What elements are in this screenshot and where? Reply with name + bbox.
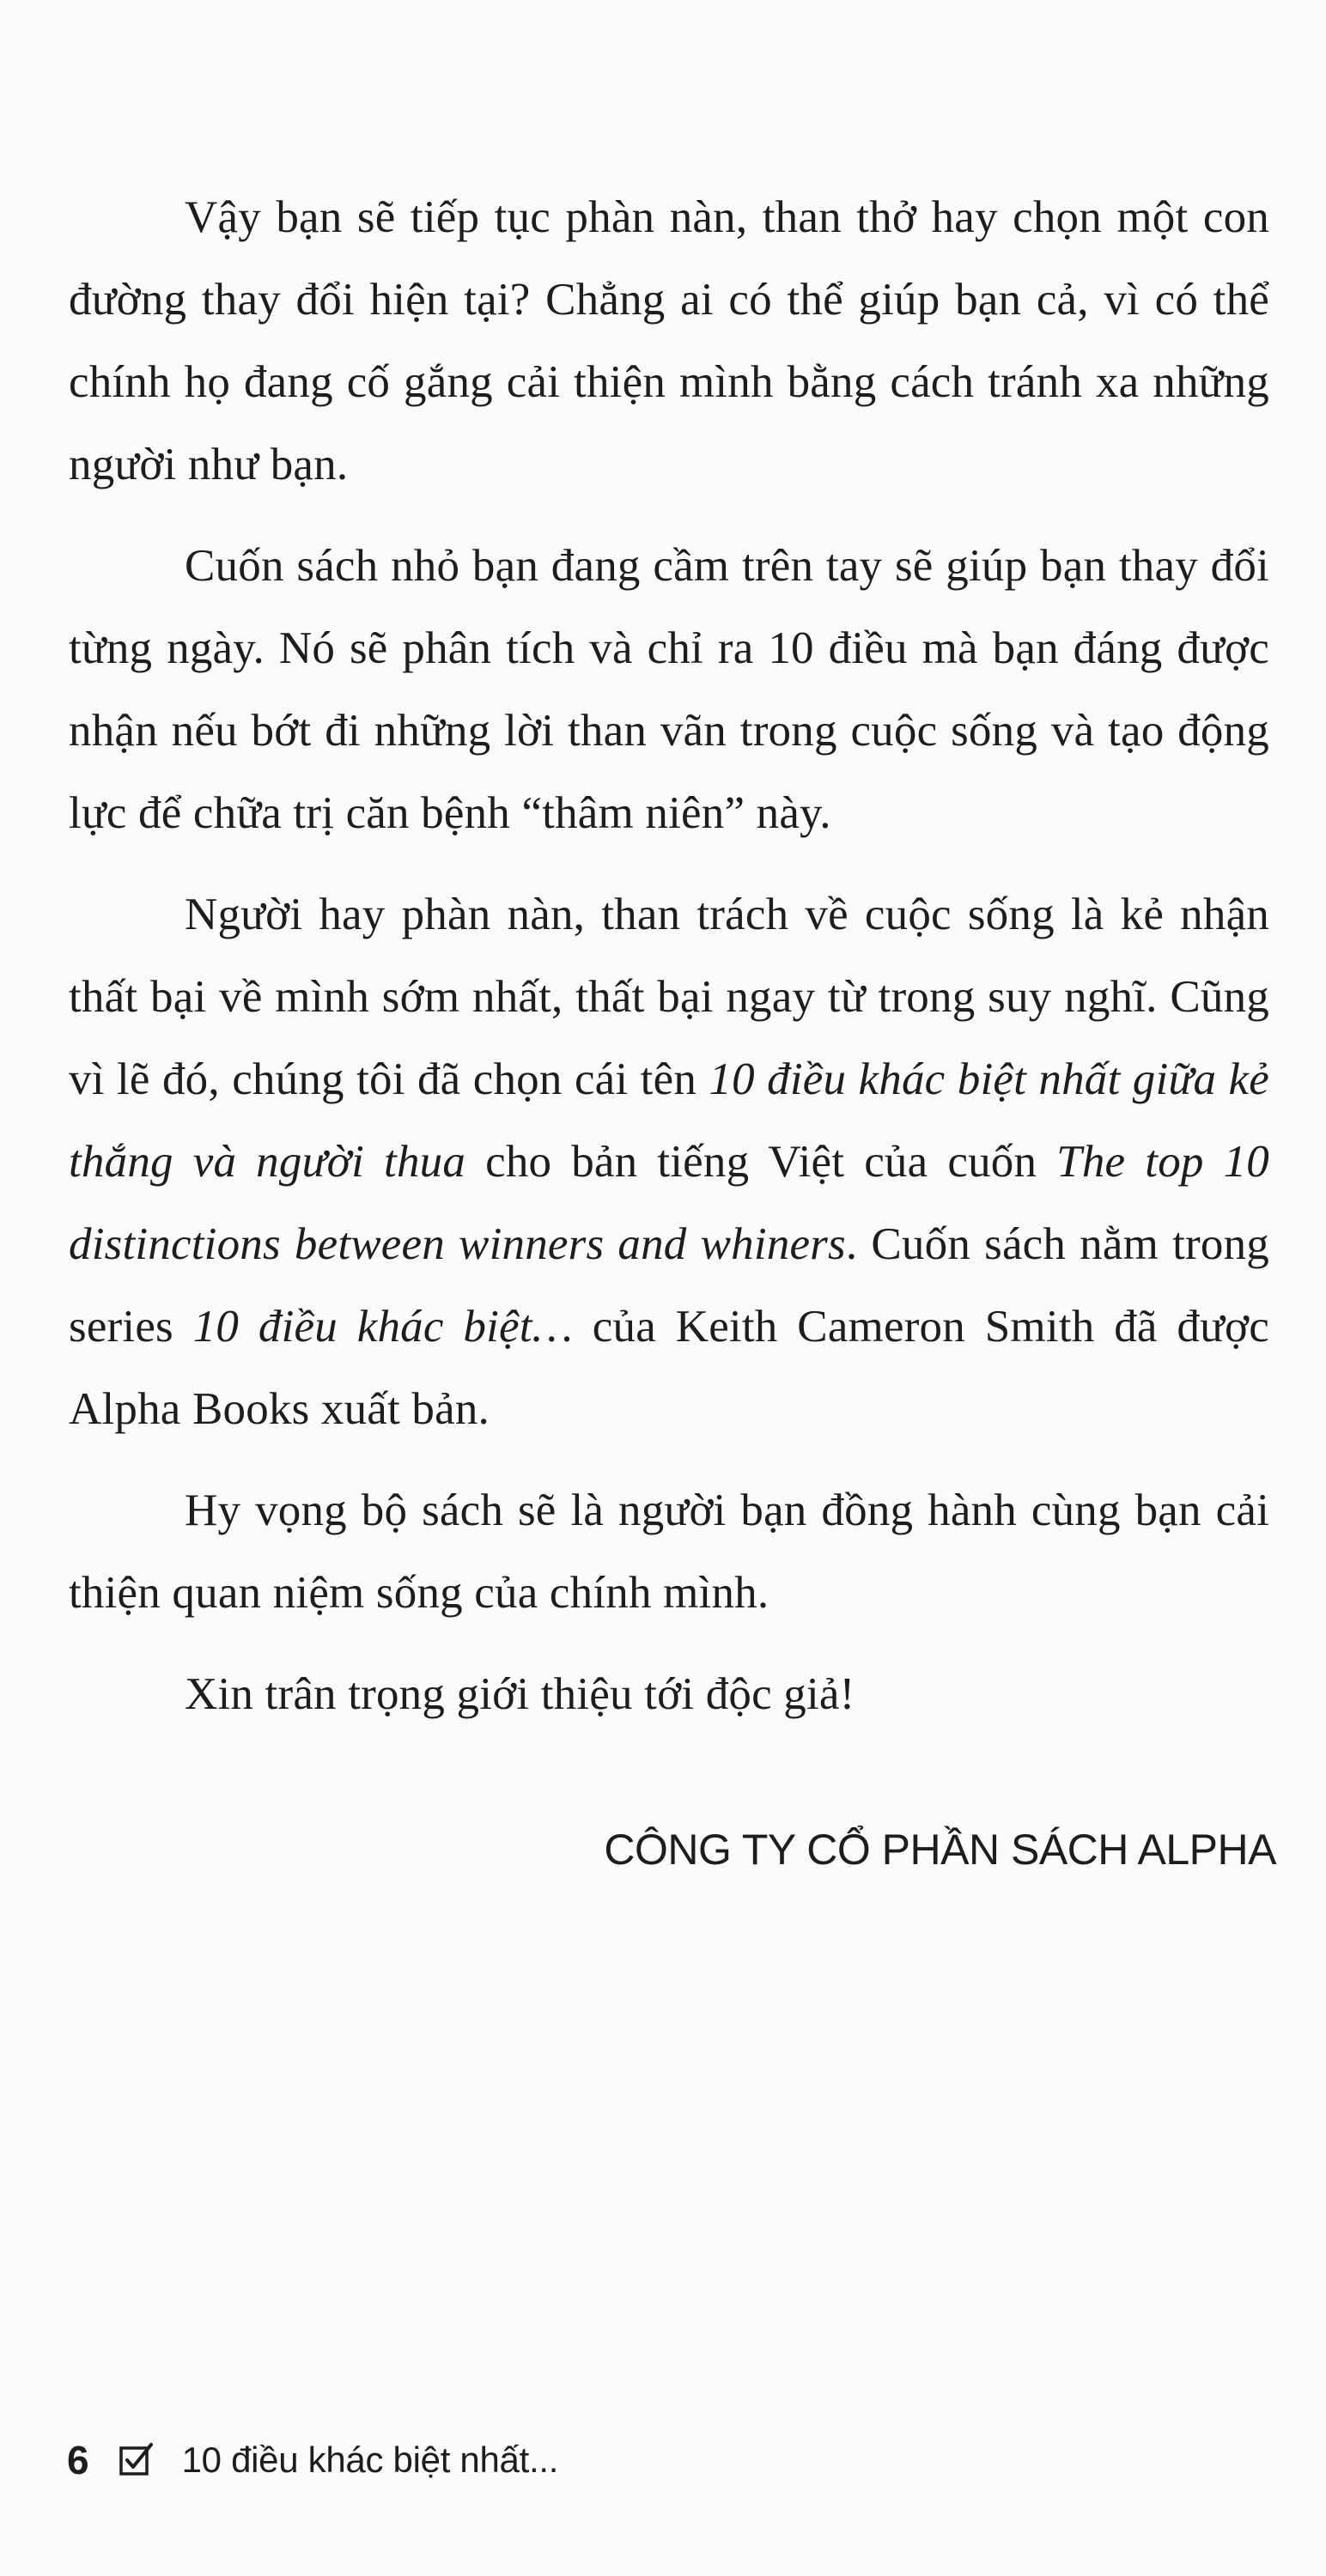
publisher-signature: CÔNG TY CỔ PHẦN SÁCH ALPHA (604, 1826, 1276, 1874)
paragraph-4: Hy vọng bộ sách sẽ là người bạn đồng hành cùng bạn cải thiện quan niệm sống của chính mình. (69, 1485, 1269, 1618)
paragraph-2: Cuốn sách nhỏ bạn đang cầm trên tay sẽ giúp bạn thay đổi từng ngày. Nó sẽ phân tích và chỉ ra 10 điều mà bạn đáng được nhận nếu bớt đi những lời than vãn trong cuộc sống và tạo động lực để chữa trị căn bệnh “thâm niên” này. (69, 541, 1269, 838)
series-title: 10 điều khác biệt… (192, 1302, 573, 1352)
vietnamese-title: 10 điều khác biệt nhất giữa kẻ thắng và người thua (69, 1054, 1269, 1187)
checkbox-checked-icon (119, 2442, 155, 2478)
paragraph-3 (69, 873, 1269, 1450)
paragraph-3-text-4: của Keith Cameron Smith đã được Alpha Books xuất bản. (69, 1302, 1270, 1434)
paragraph-3-text-2: cho bản tiếng Việt của cuốn (465, 1137, 1057, 1187)
english-title: The top 10 distinctions between winners and whiners (69, 1137, 1269, 1269)
page-footer (67, 2434, 558, 2486)
paragraph-5: Xin trân trọng giới thiệu tới độc giả! (185, 1669, 855, 1719)
paragraph-3-text-1: Người hay phàn nàn, than trách về cuộc sống là kẻ nhận thất bại về mình sớm nhất, thất bại ngay từ trong suy nghĩ. Cũng vì lẽ đó, chúng tôi đã chọn cái tên (69, 890, 1269, 1104)
body-text (69, 176, 1269, 1735)
running-title: 10 điều khác biệt nhất... (181, 2439, 559, 2480)
paragraph-1: Vậy bạn sẽ tiếp tục phàn nàn, than thở hay chọn một con đường thay đổi hiện tại? Chẳng ai có thể giúp bạn cả, vì có thể chính họ đang cố gắng cải thiện mình bằng cách tránh xa những người như bạn. (69, 192, 1269, 489)
paragraph-3-text-3: . Cuốn sách nằm trong series (69, 1219, 1269, 1352)
page-number: 6 (67, 2438, 89, 2482)
